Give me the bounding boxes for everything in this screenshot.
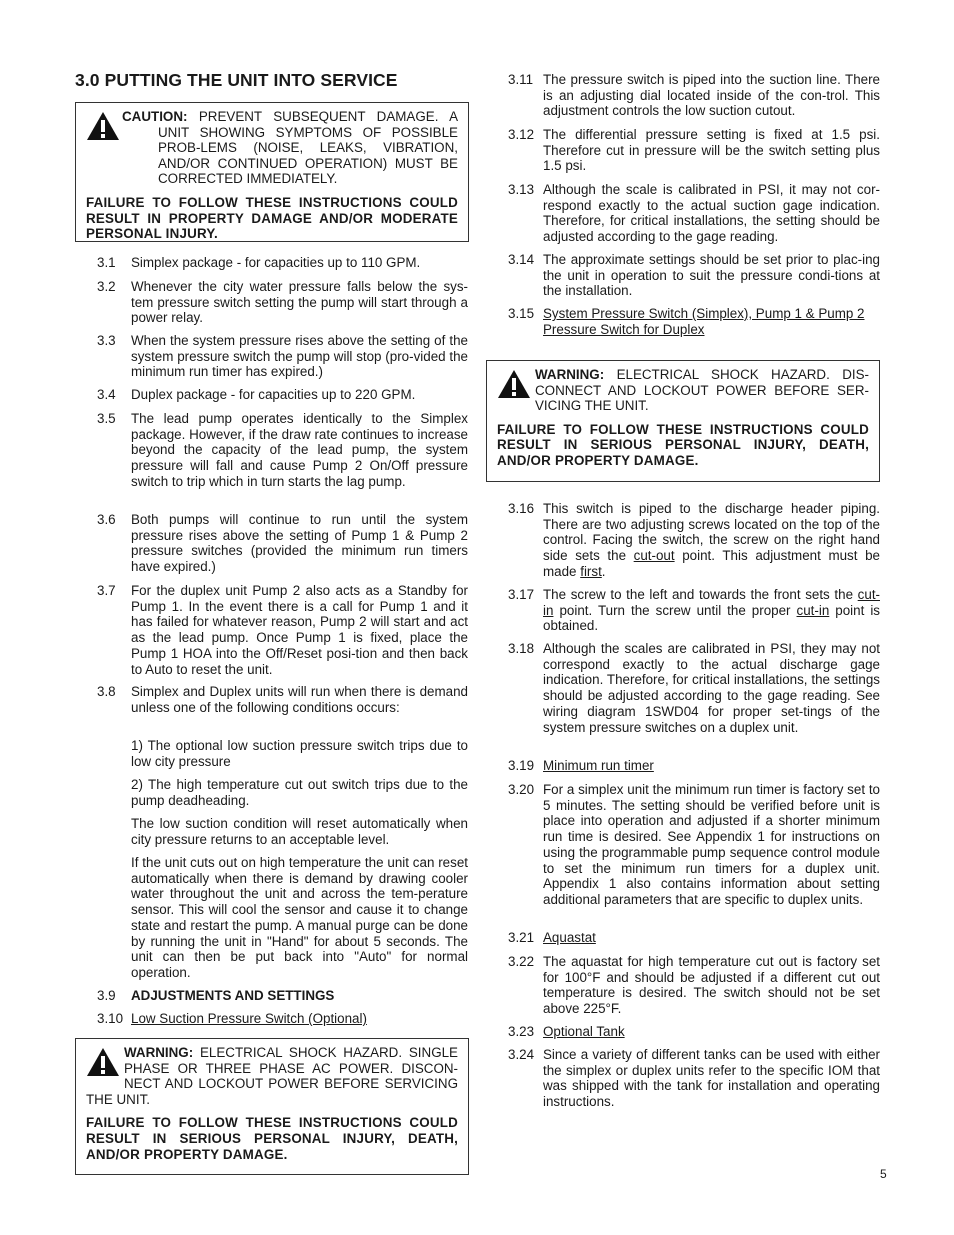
item-number: 3.10 (97, 1011, 124, 1026)
warning-body: ELECTRICAL SHOCK HAZARD. DIS-CONNECT AND LOCKOUT POWER BEFORE SER-VICING THE UNIT. (535, 367, 869, 414)
item-number: 3.2 (97, 279, 116, 294)
item-text: The pressure switch is piped into the suction line. There is an adjusting dial located inside of the con-trol. This adjustment controls the low suction cutout. (543, 72, 880, 119)
item-number: 3.16 (508, 501, 535, 516)
item-number: 3.11 (508, 72, 534, 87)
caution-failure: FAILURE TO FOLLOW THESE INSTRUCTIONS COULD RESULT IN PROPERTY DAMAGE AND/OR MODERATE PERSONAL INJURY. (86, 194, 458, 242)
item-text: The approximate settings should be set prior to plac-ing the unit in operation to suit the pressure condi-tions at the installation. (543, 252, 880, 299)
item-text (543, 587, 880, 634)
item-text: When the system pressure rises above the setting of the system pressure switch the pump will stop (pro-vided the minimum run timer has expired.) (131, 333, 468, 380)
sub-paragraph: The low suction condition will reset automatically when city pressure returns to an acceptable level. (131, 816, 468, 847)
warning-text-left (86, 1045, 458, 1107)
caution-box (75, 102, 469, 242)
sub-paragraph: If the unit cuts out on high temperature the unit can reset automatically when there is demand by drawing cooler water throughout the unit and across the tem-perature sensor. This will cool the sensor and cause it to change state and restart the pump. A manual purge can be done by running the unit in "Hand" for about 5 seconds. The unit can then be put back into "Auto" for normal operation. (131, 855, 468, 980)
warning-box-right (486, 360, 880, 482)
item-text: Aquastat (543, 930, 596, 945)
text-run: This switch is piped to the discharge header piping. There are two adjusting screws located on the top of the control. Facing the switch, the screw on the right hand side sets the (543, 501, 880, 564)
item-text: Duplex package - for capacities up to 220 GPM. (131, 387, 416, 402)
warning-label: WARNING: (124, 1045, 194, 1060)
underlined-term: first (580, 563, 602, 579)
warning-text-right (497, 367, 869, 414)
warning-failure-left: FAILURE TO FOLLOW THESE INSTRUCTIONS COULD RESULT IN SERIOUS PERSONAL INJURY, DEATH, AND/OR PROPERTY DAMAGE. (86, 1115, 458, 1162)
warning-box-left (75, 1038, 469, 1175)
item-text: Minimum run timer (543, 758, 654, 773)
warning-failure-right: FAILURE TO FOLLOW THESE INSTRUCTIONS COULD RESULT IN SERIOUS PERSONAL INJURY, DEATH, AND/OR PROPERTY DAMAGE. (497, 421, 869, 468)
item-number: 3.18 (508, 641, 535, 656)
item-number: 3.1 (97, 255, 116, 270)
text-run: point. Turn the screw until the proper (553, 602, 797, 618)
item-number: 3.21 (508, 930, 535, 945)
item-text (543, 501, 880, 580)
item-text: The differential pressure setting is fixed at 1.5 psi. Therefore cut in pressure will be the switch setting plus 1.5 psi. (543, 127, 880, 174)
item-text: ADJUSTMENTS AND SETTINGS (131, 988, 335, 1003)
caution-text (122, 109, 458, 187)
sub-paragraph: 1) The optional low suction pressure switch trips due to low city pressure (131, 738, 468, 769)
item-number: 3.14 (508, 252, 535, 267)
item-number: 3.15 (508, 306, 535, 321)
item-text: Optional Tank (543, 1024, 625, 1039)
item-number: 3.20 (508, 782, 535, 797)
warning-triangle-icon (86, 111, 120, 141)
item-text: Although the scale is calibrated in PSI, it may not cor-respond exactly to the actual suction gage indication. Therefore, for critical installations, the setting should be adjusted according to the gage reading. (543, 182, 880, 245)
item-text: Simplex and Duplex units will run when there is demand unless one of the following conditions occurs: (131, 684, 468, 715)
item-text: For the duplex unit Pump 2 also acts as a Standby for Pump 1. In the event there is a call for Pump 1 and it has failed for whatever reason, Pump 2 will start and act as the lead pump. Once Pump 1 is fixed, place the Pump 1 HOA into the Off/Reset posi-tion and then back to Auto to reset the unit. (131, 583, 468, 677)
item-number: 3.17 (508, 587, 535, 602)
item-number: 3.22 (508, 954, 535, 969)
underlined-term: cut-in (796, 602, 830, 618)
item-number: 3.7 (97, 583, 116, 598)
item-number: 3.8 (97, 684, 116, 699)
item-number: 3.19 (508, 758, 535, 773)
warning-label: WARNING: (535, 367, 605, 382)
item-text: For a simplex unit the minimum run timer is factory set to 5 minutes. The setting should be verified before unit is place into operation and adjusted if a shorter minimum run time is desired. See Appendix 1 for instructions on using the programmable pump sequence control module to set the minimum run timers for a duplex unit. Appendix 1 also contains information about setting additional parameters that are specific to duplex units. (543, 782, 880, 907)
item-number: 3.6 (97, 512, 116, 527)
caution-label: CAUTION: (122, 109, 188, 124)
warning-triangle-icon (497, 369, 531, 399)
item-text: Low Suction Pressure Switch (Optional) (131, 1011, 367, 1026)
item-text: Simplex package - for capacities up to 110 GPM. (131, 255, 421, 270)
item-number: 3.5 (97, 411, 116, 426)
item-number: 3.3 (97, 333, 116, 348)
item-number: 3.9 (97, 988, 116, 1003)
page-number: 5 (880, 1167, 887, 1181)
text-run: point is obtained. (543, 602, 880, 634)
item-text: Since a variety of different tanks can be used with either the simplex or duplex units refer to the specific IOM that was shipped with the tank for installation and operating instructions. (543, 1047, 880, 1110)
item-text: Although the scales are calibrated in PSI, they may not correspond exactly to the actual discharge gage indication. Therefore, for critical installations, the settings should be adjusted according to the gage reading. See wiring diagram 1SWD04 for proper set-tings of the system pressure switches on a duplex unit. (543, 641, 880, 735)
item-text: The lead pump operates identically to the Simplex package. However, if the draw rate continues to increase beyond the capacity of the lead pump, the system pressure will fall and cause Pump 2 On/Off pressure switch to trip which in turn starts the lag pump. (131, 411, 468, 489)
caution-body: PREVENT SUBSEQUENT DAMAGE. A UNIT SHOWING SYMPTOMS OF POSSIBLE PROB-LEMS (NOISE, LEAKS, VIBRATION, AND/OR CONTINUED OPERATION) MUST BE CORRECTED IMMEDIATELY. (158, 109, 458, 187)
item-number: 3.12 (508, 127, 535, 142)
item-number: 3.4 (97, 387, 116, 402)
item-text: Whenever the city water pressure falls below the sys-tem pressure switch setting the pump will start through a power relay. (131, 279, 468, 326)
sub-paragraph: 2) The high temperature cut out switch trips due to the pump deadheading. (131, 777, 468, 808)
underlined-term: cut-out (633, 548, 675, 564)
item-text: Both pumps will continue to run until the system pressure rises above the setting of Pump 1 & Pump 2 pressure switches (provided the minimum run timers have expired.) (131, 512, 468, 575)
text-run: point. This adjustment must be made (543, 548, 881, 579)
item-number: 3.23 (508, 1024, 535, 1039)
item-text: The aquastat for high temperature cut out is factory set for 100°F and should be adjusted if a different cut out temperature is desired. The switch should not be set above 225°F. (543, 954, 880, 1017)
underlined-term: cut-in (543, 587, 880, 618)
item-number: 3.13 (508, 182, 535, 197)
text-run: . (601, 563, 606, 579)
warning-triangle-icon (86, 1047, 120, 1077)
section-heading: 3.0 PUTTING THE UNIT INTO SERVICE (75, 70, 398, 90)
item-number: 3.24 (508, 1047, 535, 1062)
item-text: System Pressure Switch (Simplex), Pump 1 & Pump 2 Pressure Switch for Duplex (543, 306, 865, 337)
text-run: The screw to the left and towards the front sets the (543, 587, 858, 602)
warning-body: ELECTRICAL SHOCK HAZARD. SINGLE PHASE OR THREE PHASE AC POWER. DISCON-NECT AND LOCKOUT POWER BEFORE SERVICING THE UNIT. (86, 1045, 458, 1107)
